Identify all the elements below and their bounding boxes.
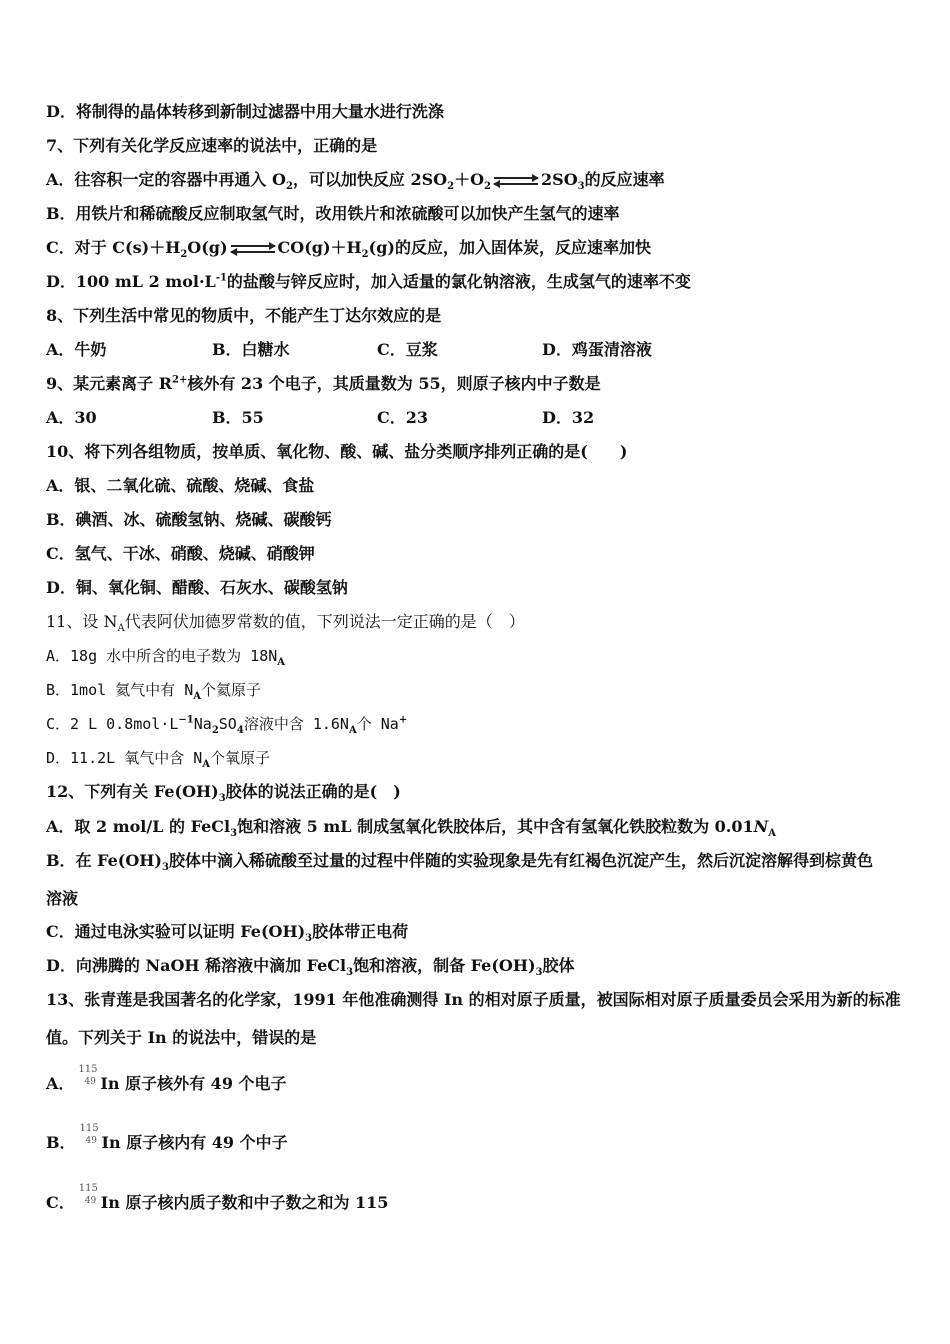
q13-option-c: C． 115 49 In 原子核内质子数和中子数之和为 115	[46, 1183, 389, 1212]
q7-option-d: D．100 mL 2 $mol\cdot L^{-1}$的盐酸与锌反应时，加入适量的氯化钠溶液，生成氢气的速率不变	[46, 272, 691, 291]
nuclide-symbol: 115 49	[78, 1064, 98, 1087]
q12-stem: 12、下列有关 $Fe(OH)_3$胶体的说法正确的是( )	[46, 782, 401, 805]
q9-stem: 9、某元素离子 $R^{2+}$核外有 23 个电子，其质量数为 55，则原子核内中子数是	[46, 374, 601, 393]
q10-option-d: D．铜、氧化铜、醋酸、石灰水、碳酸氢钠	[46, 578, 348, 597]
q9-option-c: C．23	[377, 408, 429, 427]
q12-option-b: B．在 $Fe(OH)_3$胶体中滴入稀硫酸至过量的过程中伴随的实验现象是先有红褐色沉淀产生，然后沉淀溶解得到棕黄色	[46, 851, 873, 874]
q7-option-a: A．往容积一定的容器中再通入 $O_2$，可以加快反应 $2SO_2+O_2$ $2SO_3$的反应速率	[46, 170, 665, 193]
q8-option-b: B．白糖水	[212, 340, 290, 359]
q9-option-b: B．55	[212, 408, 264, 427]
q6-option-d: D．将制得的晶体转移到新制过滤器中用大量水进行洗涤	[46, 102, 444, 121]
q13-stem-line1: 13、张青莲是我国著名的化学家，1991 年他准确测得 In 的相对原子质量，被国际相对原子质量委员会采用为新的标准	[46, 990, 901, 1009]
q9-option-d: D．32	[542, 408, 595, 427]
nuclide-symbol: 115 49	[78, 1183, 98, 1206]
reversible-arrow-icon	[231, 242, 275, 256]
q11-option-a: A．18g 水中所含的电子数为 $18N_A$	[46, 647, 286, 669]
q13-option-a: A． 115 49 In 原子核外有 49 个电子	[46, 1064, 287, 1093]
q12-option-b-continued: 溶液	[46, 889, 79, 908]
reversible-arrow-icon	[494, 174, 538, 188]
q9-option-a: A．30	[46, 408, 97, 427]
q13-stem-line2: 值。下列关于 In 的说法中，错误的是	[46, 1028, 317, 1047]
q10-option-c: C．氢气、干冰、硝酸、烧碱、硝酸钾	[46, 544, 315, 563]
q10-option-a: A．银、二氧化硫、硫酸、烧碱、食盐	[46, 476, 315, 495]
q8-option-c: C．豆浆	[377, 340, 438, 359]
q12-option-c: C．通过电泳实验可以证明 $Fe(OH)_3$胶体带正电荷	[46, 922, 409, 945]
q11-option-d: D．11.2L 氧气中含 $N_A$个氧原子	[46, 749, 271, 771]
q8-option-a: A．牛奶	[46, 340, 107, 359]
q11-stem: 11、设 $N_A$代表阿伏加德罗常数的值，下列说法一定正确的是（ ）	[46, 612, 525, 635]
q7-option-c: C．对于 $C(s)+H_2O(g)$ $CO(g)+H_2(g)$的反应，加入固体炭，反应速率加快	[46, 238, 651, 261]
nuclide-symbol: 115 49	[79, 1123, 99, 1146]
q10-option-b: B．碘酒、冰、硫酸氢钠、烧碱、碳酸钙	[46, 510, 332, 529]
q11-option-b: B．1mol 氦气中有 $N_A$个氦原子	[46, 681, 262, 703]
q13-option-b: B． 115 49 In 原子核内有 49 个中子	[46, 1123, 288, 1152]
q12-option-d: D．向沸腾的 NaOH 稀溶液中滴加 FeCl$_3$饱和溶液，制备 $Fe(OH)_3$胶体	[46, 956, 575, 979]
q7-option-b: B．用铁片和稀硫酸反应制取氢气时，改用铁片和浓硫酸可以加快产生氢气的速率	[46, 204, 620, 223]
q8-option-d: D．鸡蛋清溶液	[542, 340, 652, 359]
q11-option-c: C．2 L $0.8mol\cdot L^{-1}Na_2SO_4$溶液中含 $1.6N_A$个 Na+	[46, 714, 408, 737]
q10-stem: 10、将下列各组物质，按单质、氧化物、酸、碱、盐分类顺序排列正确的是( )	[46, 442, 628, 461]
q12-option-a: A．取 2 mol/L 的 FeCl$_3$饱和溶液 5 mL 制成氢氧化铁胶体后，其中含有氢氧化铁胶粒数为 $0.01N_A$	[46, 817, 777, 840]
q7-stem: 7、下列有关化学反应速率的说法中，正确的是	[46, 136, 378, 155]
q8-stem: 8、下列生活中常见的物质中，不能产生丁达尔效应的是	[46, 306, 442, 325]
